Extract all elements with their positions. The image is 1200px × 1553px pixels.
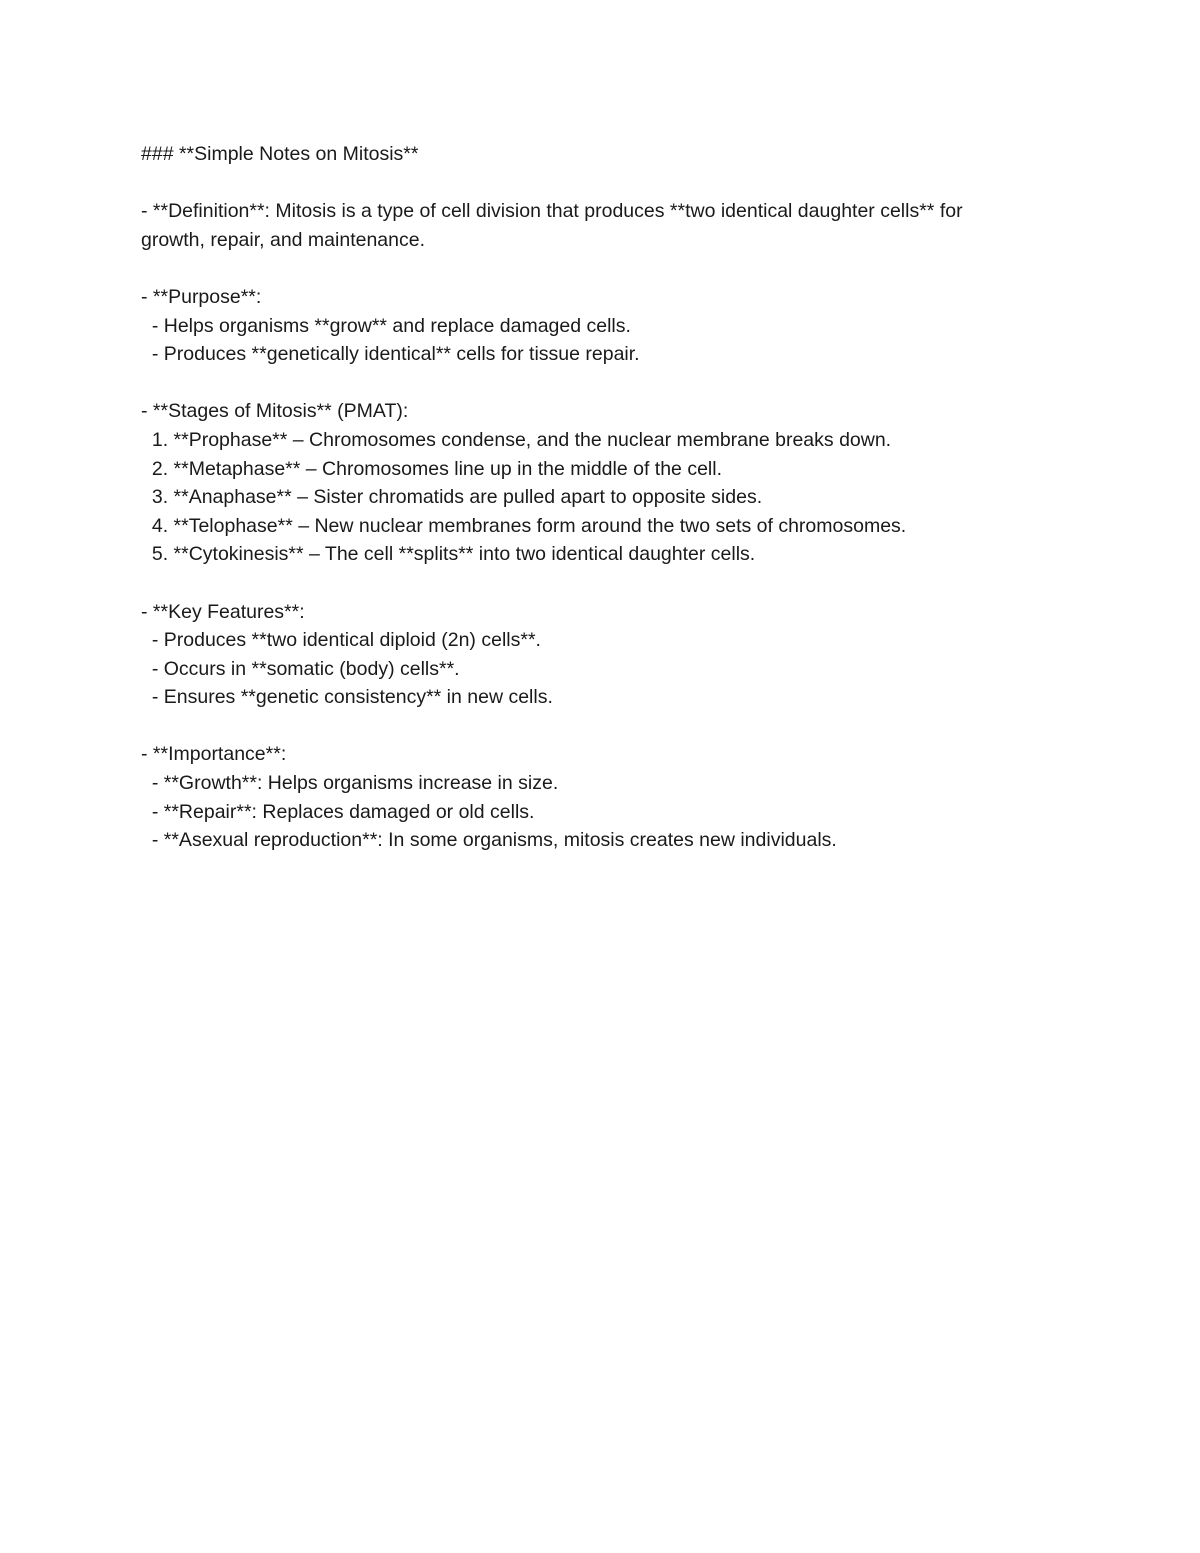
importance-section — [141, 740, 1061, 854]
blank-line — [141, 569, 1061, 598]
definition-line: - **Definition**: Mitosis is a type of cell division that produces **two identical daughter cells** for — [141, 200, 963, 223]
list-item: - **Growth**: Helps organisms increase in size. — [141, 772, 559, 795]
purpose-section — [141, 283, 1061, 369]
blank-line — [141, 369, 1061, 398]
document-title: ### **Simple Notes on Mitosis** — [141, 143, 419, 165]
list-item: - **Repair**: Replaces damaged or old cells. — [141, 800, 535, 823]
list-item: - **Asexual reproduction**: In some organisms, mitosis creates new individuals. — [141, 829, 837, 852]
list-item: - Produces **genetically identical** cells for tissue repair. — [141, 343, 640, 366]
list-item: - Produces **two identical diploid (2n) cells**. — [141, 629, 541, 652]
list-item: 4. **Telophase** – New nuclear membranes form around the two sets of chromosomes. — [141, 514, 907, 537]
list-item: 2. **Metaphase** – Chromosomes line up in the middle of the cell. — [141, 457, 722, 480]
list-item: - Helps organisms **grow** and replace damaged cells. — [141, 314, 631, 337]
features-section — [141, 598, 1061, 712]
features-heading: - **Key Features**: — [141, 600, 305, 623]
purpose-heading: - **Purpose**: — [141, 285, 262, 308]
definition-line: growth, repair, and maintenance. — [141, 228, 426, 251]
list-item: 1. **Prophase** – Chromosomes condense, and the nuclear membrane breaks down. — [141, 428, 892, 451]
list-item: 3. **Anaphase** – Sister chromatids are pulled apart to opposite sides. — [141, 486, 763, 509]
blank-line — [141, 169, 1061, 198]
definition-section — [141, 197, 1061, 254]
blank-line — [141, 254, 1061, 283]
stages-section — [141, 397, 1061, 569]
list-item: 5. **Cytokinesis** – The cell **splits** into two identical daughter cells. — [141, 543, 756, 566]
document-body — [141, 140, 1061, 855]
importance-heading: - **Importance**: — [141, 743, 287, 766]
list-item: - Occurs in **somatic (body) cells**. — [141, 657, 460, 680]
stages-heading: - **Stages of Mitosis** (PMAT): — [141, 400, 409, 423]
blank-line — [141, 712, 1061, 741]
list-item: - Ensures **genetic consistency** in new cells. — [141, 686, 553, 709]
